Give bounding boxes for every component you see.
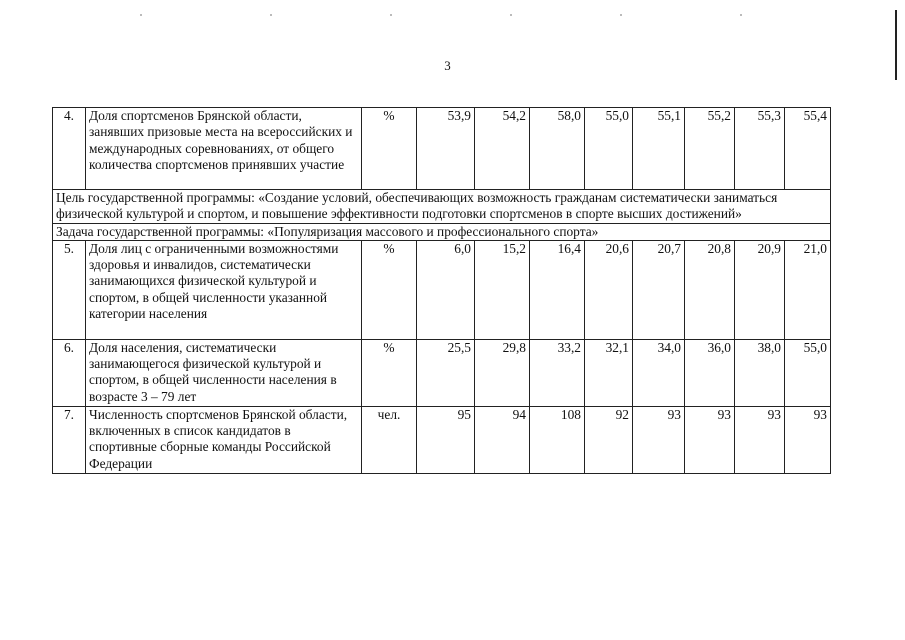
row-number: 4. xyxy=(53,108,86,190)
value-cell: 92 xyxy=(585,406,633,473)
indicator-name: Численность спортсменов Брянской области, включенных в список кандидатов в спортивные сборные команды Российской Федерации xyxy=(86,406,362,473)
value-cell: 34,0 xyxy=(633,339,685,406)
value-cell: 36,0 xyxy=(685,339,735,406)
value-cell: 54,2 xyxy=(475,108,530,190)
task-text: Задача государственной программы: «Популяризация массового и профессионального спорта» xyxy=(53,223,831,240)
value-cell: 95 xyxy=(417,406,475,473)
value-cell: 32,1 xyxy=(585,339,633,406)
table-row xyxy=(53,339,831,406)
value-cell: 38,0 xyxy=(735,339,785,406)
value-cell: 55,2 xyxy=(685,108,735,190)
value-cell: 55,0 xyxy=(785,339,831,406)
value-cell: 55,4 xyxy=(785,108,831,190)
value-cell: 33,2 xyxy=(530,339,585,406)
value-cell: 20,9 xyxy=(735,240,785,339)
value-cell: 108 xyxy=(530,406,585,473)
indicator-name: Доля лиц с ограниченными возможностями здоровья и инвалидов, систематически занимающихся физической культурой и спортом, в общей численности указанной категории населения xyxy=(86,240,362,339)
value-cell: 29,8 xyxy=(475,339,530,406)
value-cell: 55,3 xyxy=(735,108,785,190)
unit-cell: чел. xyxy=(362,406,417,473)
value-cell: 93 xyxy=(685,406,735,473)
value-cell: 6,0 xyxy=(417,240,475,339)
indicator-name: Доля населения, систематически занимающегося физической культурой и спортом, в общей численности населения в возрасте 3 – 79 лет xyxy=(86,339,362,406)
indicator-name: Доля спортсменов Брянской области, занявших призовые места на всероссийских и международных соревнованиях, от общего количества спортсменов принявших участие xyxy=(86,108,362,190)
value-cell: 55,1 xyxy=(633,108,685,190)
goal-text: Цель государственной программы: «Создание условий, обеспечивающих возможность гражданам систематически заниматься физической культурой и спортом, и повышение эффективности подготовки спортсменов в спорте высших достижений» xyxy=(53,190,831,224)
row-number: 6. xyxy=(53,339,86,406)
table-row xyxy=(53,406,831,473)
value-cell: 93 xyxy=(633,406,685,473)
value-cell: 94 xyxy=(475,406,530,473)
goal-row xyxy=(53,190,831,224)
table-row xyxy=(53,240,831,339)
unit-cell: % xyxy=(362,240,417,339)
value-cell: 25,5 xyxy=(417,339,475,406)
page-number: 3 xyxy=(444,58,451,73)
unit-cell: % xyxy=(362,108,417,190)
value-cell: 93 xyxy=(735,406,785,473)
value-cell: 20,8 xyxy=(685,240,735,339)
table-row xyxy=(53,108,831,190)
indicators-table xyxy=(52,107,831,474)
value-cell: 15,2 xyxy=(475,240,530,339)
value-cell: 20,6 xyxy=(585,240,633,339)
scan-dust-marks xyxy=(140,14,760,18)
value-cell: 53,9 xyxy=(417,108,475,190)
unit-cell: % xyxy=(362,339,417,406)
value-cell: 55,0 xyxy=(585,108,633,190)
value-cell: 58,0 xyxy=(530,108,585,190)
value-cell: 93 xyxy=(785,406,831,473)
value-cell: 20,7 xyxy=(633,240,685,339)
scan-edge-mark xyxy=(895,10,897,80)
row-number: 7. xyxy=(53,406,86,473)
task-row xyxy=(53,223,831,240)
row-number: 5. xyxy=(53,240,86,339)
value-cell: 21,0 xyxy=(785,240,831,339)
value-cell: 16,4 xyxy=(530,240,585,339)
